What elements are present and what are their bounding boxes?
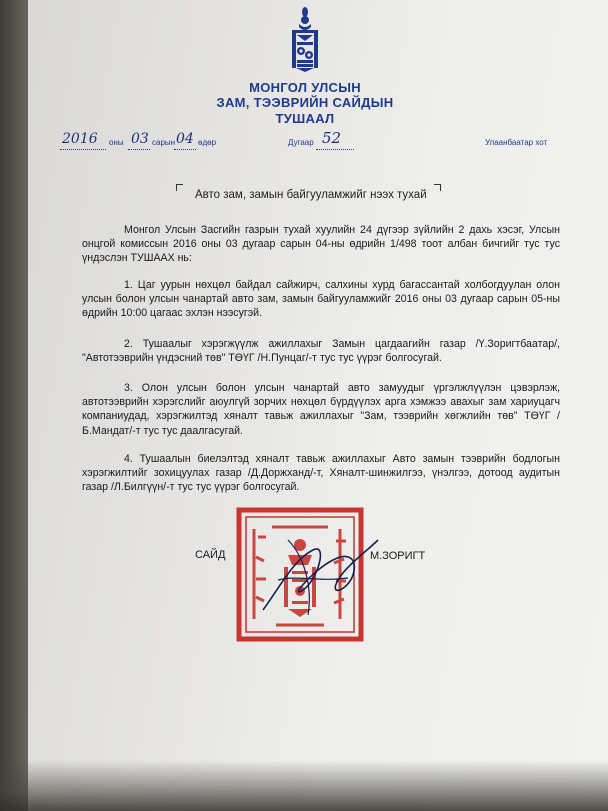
handwritten-signature: [258, 520, 383, 625]
subject-corner-right: [434, 184, 441, 191]
subject-corner-left: [176, 184, 183, 191]
date-month: 03: [131, 131, 149, 147]
date-year: 2016: [62, 131, 98, 147]
header-line-1: МОНГОЛ УЛСЫН: [249, 80, 361, 95]
subject-line: Авто зам, замын байгууламжийг нээх тухай: [195, 189, 427, 201]
header-line-2: ЗАМ, ТЭЭВРИЙН САЙДЫН: [216, 95, 394, 110]
city-label: Улаанбаатар хот: [485, 138, 548, 147]
signatory-name: М.ЗОРИГТ: [370, 550, 426, 562]
number-label: Дугаар: [288, 138, 314, 147]
day-underline: [174, 148, 196, 150]
clause-3: 3. Олон улсын болон улсын чанартай авто замуудыг үргэлжлүүлэн цэвэрлэж, автотээврийн хэрэгслийг аюулгүй зорчих нөхцөл бүрдүүлэх арга хэмжээ авахыг зам хариуцагч компаниудад, хэрэгжилтэд хяналт тавьж ажиллахыг "Зам, тээврийн хөгжлийн төв" ТӨҮГ /Б.Мандат/-т тус тус даалгасугай.: [82, 382, 560, 437]
intro-paragraph: Монгол Улсын Засгийн газрын тухай хуулийн 24 дүгээр зүйлийн 2 дахь хэсэг, Улсын онцгой комиссын 2016 оны 03 дугаар сарын 04-ны өдрийн 1/498 тоот албан бичгийг тус тус үндэслэн ТУШААХ нь:: [82, 224, 560, 265]
date-day: 04: [176, 131, 194, 147]
mongolia-emblem-icon: [284, 6, 326, 72]
month-underline: [128, 148, 150, 150]
signatory-title: САЙД: [195, 549, 226, 561]
clause-2: 2. Тушаалыг хэрэгжүүлж ажиллахыг Замын цагдаагийн газар /Ү.Зоригтбаатар/, "Автотээврийн үндэсний төв" ТӨҮГ /Н.Пунцаг/-т тус тус үүрэг болгосугай.: [82, 338, 560, 365]
year-label: оны: [109, 138, 124, 147]
photo-shadow-bottom: [0, 760, 608, 811]
header-line-3: ТУШААЛ: [275, 111, 335, 126]
clause-4: 4. Тушаалын биелэлтэд хяналт тавьж ажиллахыг Авто замын тээврийн бодлогын хэрэгжилтийг зохицуулах газар /Д.Доржханд/-т, Хяналт-шинжилгээ, үнэлгээ, дотоод аудитын газар /Л.Билгүүн/-т тус тус үүрэг болгосугай.: [82, 453, 560, 494]
order-number: 52: [322, 129, 342, 147]
photo-background: [0, 0, 28, 811]
month-label: сарын: [152, 138, 176, 147]
year-underline: [60, 148, 106, 150]
number-underline: [316, 148, 354, 150]
day-label: өдөр: [198, 138, 217, 147]
clause-1: 1. Цаг уурын нөхцөл байдал сайжирч, салхины хурд багассантай холбогдуулан олон улсын болон улсын чанартай авто зам, замын байгууламжийг 2016 оны 03 дугаар сарын 05-ны өдрийн 10:00 цагаас эхлэн нээсугэй.: [82, 279, 560, 320]
